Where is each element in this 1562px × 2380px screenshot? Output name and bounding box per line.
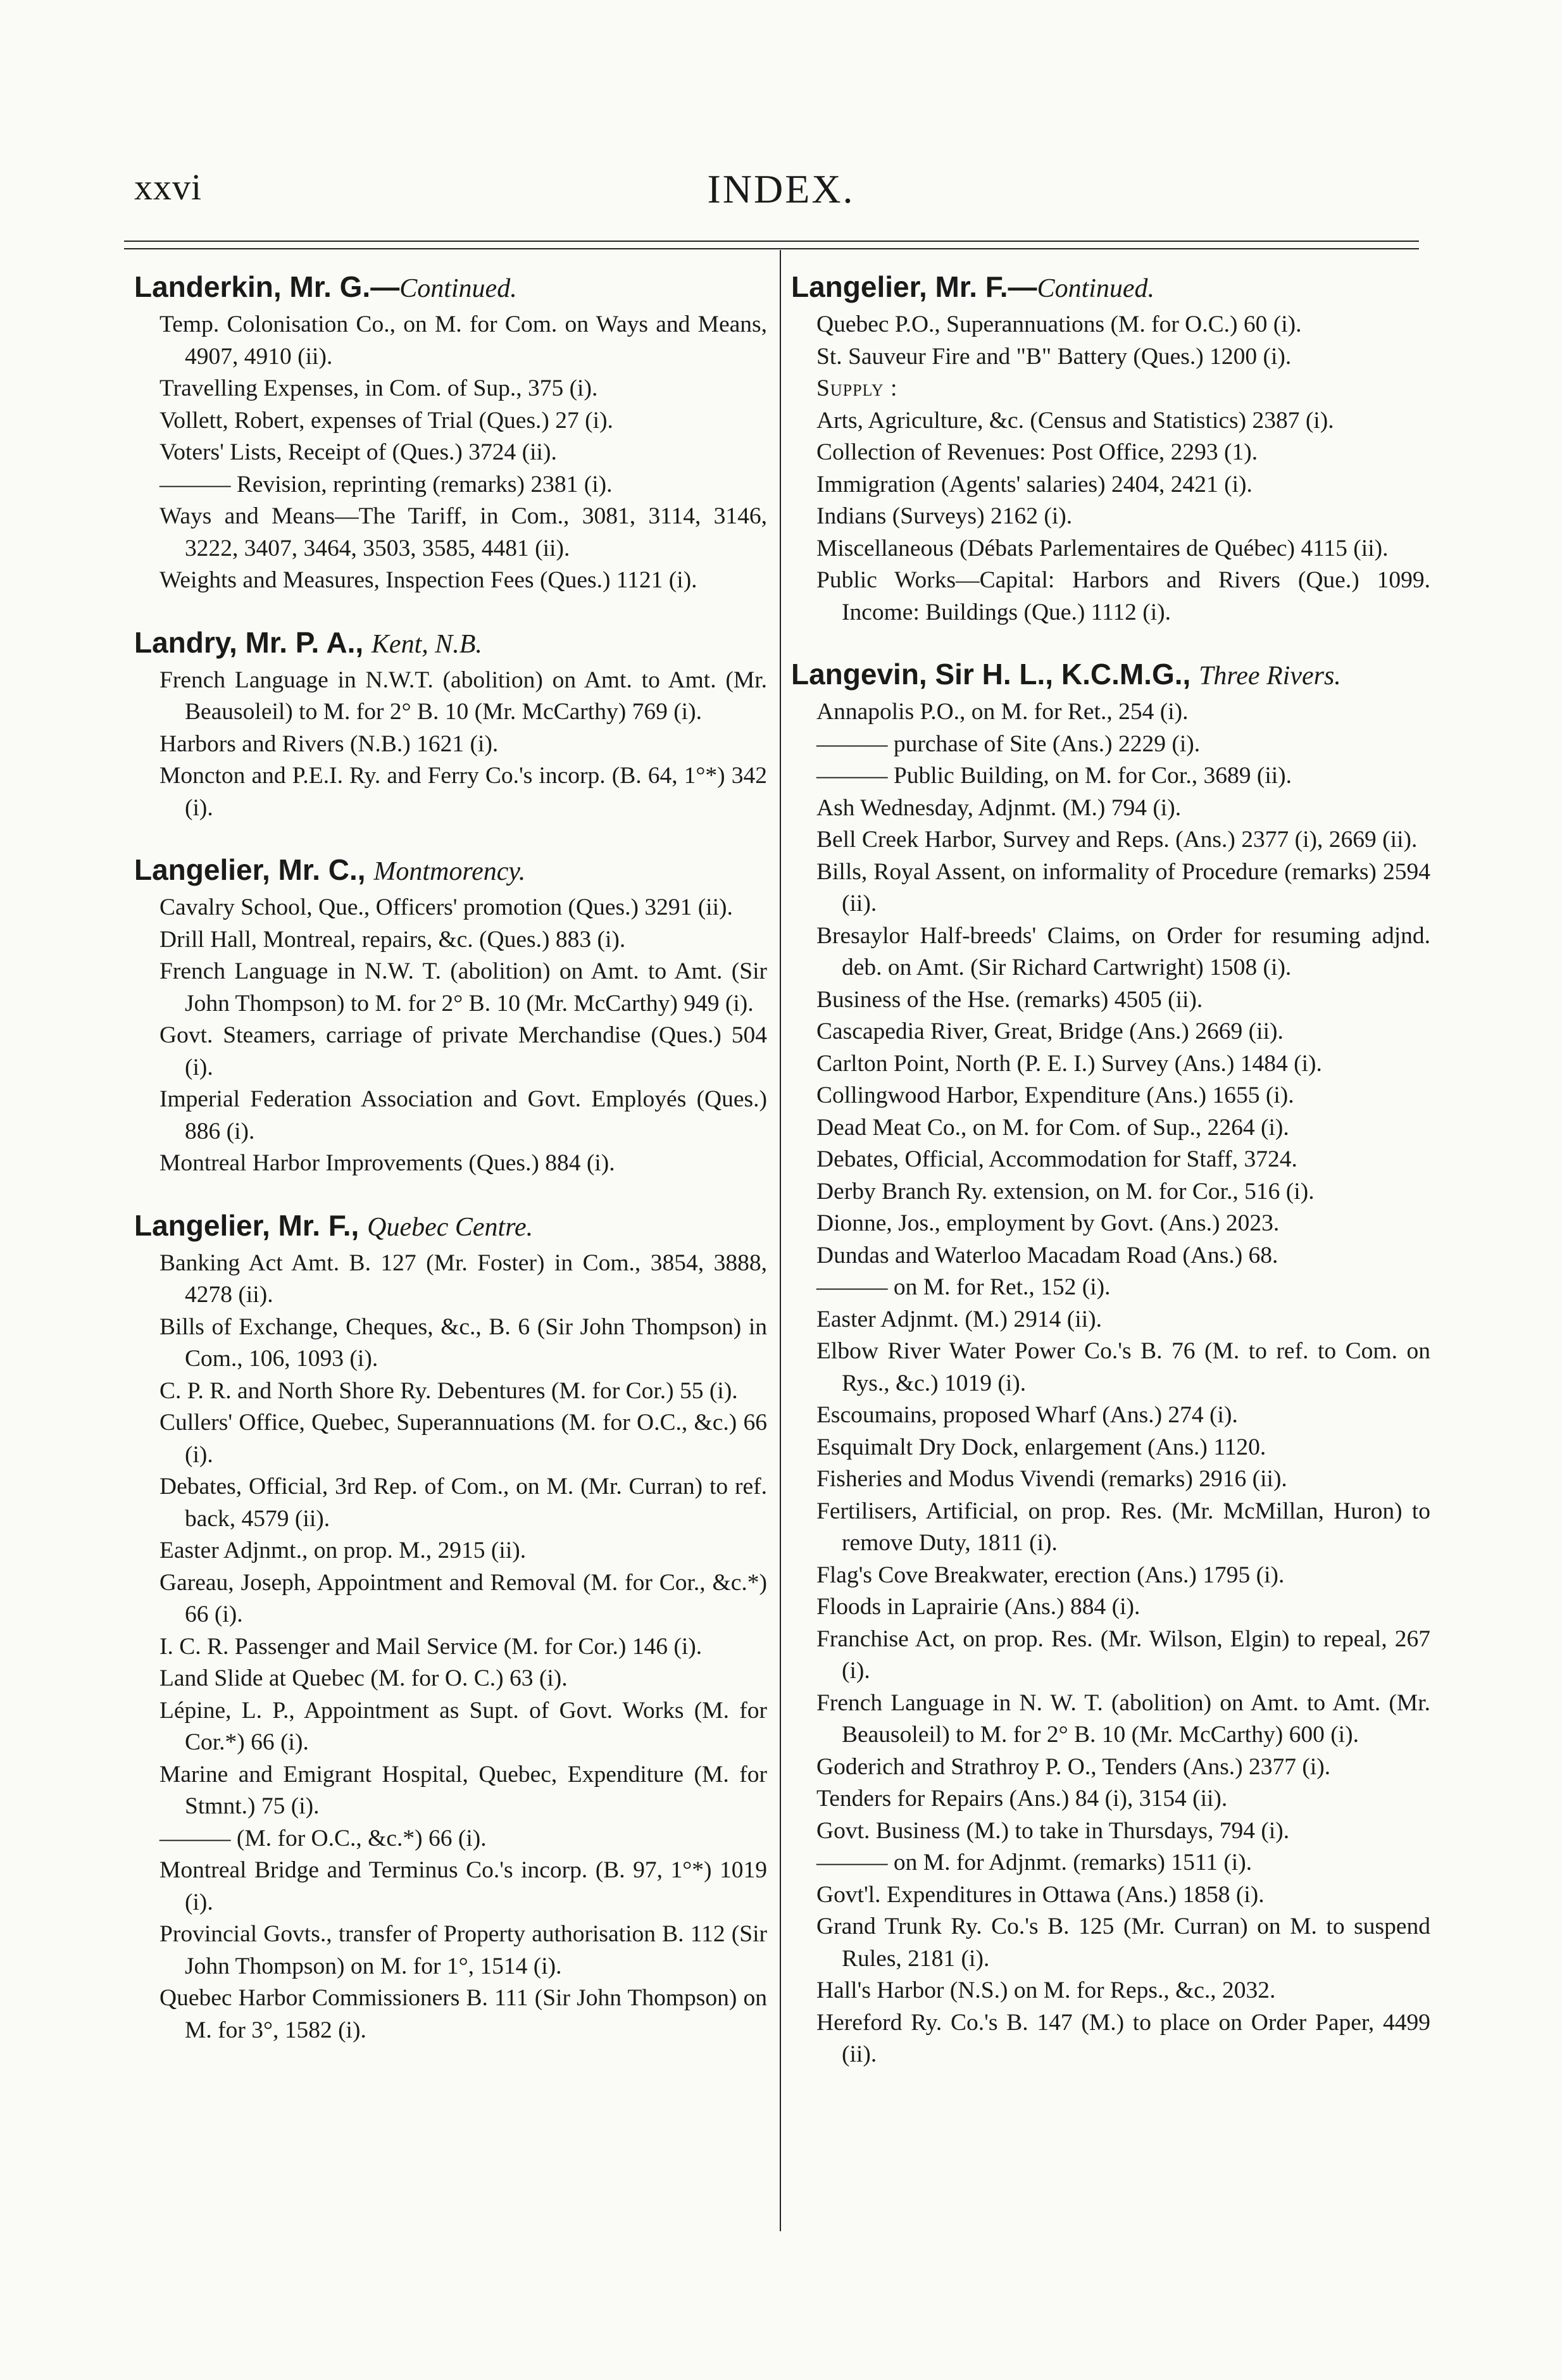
index-entry: Franchise Act, on prop. Res. (Mr. Wilson, Elgin) to repeal, 267 (i).	[816, 1625, 1430, 1684]
header-rule-top	[124, 241, 1419, 242]
index-heading	[134, 625, 767, 662]
index-entry: Land Slide at Quebec (M. for O. C.) 63 (i).	[159, 1665, 568, 1691]
index-entry: Bell Creek Harbor, Survey and Reps. (Ans.) 2377 (i), 2669 (ii).	[816, 827, 1418, 853]
index-block	[134, 1208, 767, 2047]
index-entry: Ash Wednesday, Adjnmt. (M.) 794 (i).	[816, 794, 1182, 821]
index-entry: Dundas and Waterloo Macadam Road (Ans.) 68.	[816, 1242, 1278, 1268]
index-entry: Bills of Exchange, Cheques, &c., B. 6 (Sir John Thompson) in Com., 106, 1093 (i).	[159, 1313, 767, 1372]
index-entry: ——— Public Building, on M. for Cor., 3689 (ii).	[816, 763, 1292, 789]
index-heading	[134, 852, 767, 889]
index-entry: Hereford Ry. Co.'s B. 147 (M.) to place on Order Paper, 4499 (ii).	[816, 2009, 1430, 2067]
index-entry: French Language in N.W. T. (abolition) on Amt. to Amt. (Sir John Thompson) to M. for 2° B. 10 (Mr. McCarthy) 949 (i).	[159, 958, 767, 1017]
index-entry: Goderich and Strathroy P. O., Tenders (Ans.) 2377 (i).	[816, 1753, 1331, 1780]
index-entry: Lépine, L. P., Appointment as Supt. of Govt. Works (M. for Cor.*) 66 (i).	[159, 1697, 767, 1755]
running-title: INDEX.	[707, 166, 855, 211]
index-entry: French Language in N.W.T. (abolition) on Amt. to Amt. (Mr. Beausoleil) to M. for 2° B. 10 (Mr. McCarthy) 769 (i).	[159, 667, 767, 725]
index-entry: Cavalry School, Que., Officers' promotion (Ques.) 3291 (ii).	[159, 894, 733, 920]
index-entry: Immigration (Agents' salaries) 2404, 2421 (i).	[816, 471, 1253, 498]
index-heading	[791, 656, 1430, 694]
index-block	[134, 625, 767, 825]
index-entry: Govt. Steamers, carriage of private Merchandise (Ques.) 504 (i).	[159, 1022, 767, 1080]
index-entry: Escoumains, proposed Wharf (Ans.) 274 (i).	[816, 1402, 1238, 1428]
index-entry: Govt'l. Expenditures in Ottawa (Ans.) 1858 (i).	[816, 1881, 1265, 1908]
heading-note: Three Rivers.	[1199, 661, 1341, 691]
index-entry: Cullers' Office, Quebec, Superannuations (M. for O.C., &c.) 66 (i).	[159, 1410, 767, 1468]
right-column	[791, 269, 1430, 2099]
column-divider	[780, 250, 781, 2231]
index-entry: Provincial Govts., transfer of Property authorisation B. 112 (Sir John Thompson) on M. for 1°, 1514 (i).	[159, 1921, 767, 1979]
index-entry: Travelling Expenses, in Com. of Sup., 375 (i).	[159, 375, 598, 401]
left-column	[134, 269, 767, 2074]
index-entry: Ways and Means—The Tariff, in Com., 3081, 3114, 3146, 3222, 3407, 3464, 3503, 3585, 4481 (ii).	[159, 503, 767, 561]
heading-note: Quebec Centre.	[367, 1212, 534, 1242]
index-entry: Arts, Agriculture, &c. (Census and Statistics) 2387 (i).	[816, 407, 1334, 434]
index-entry: Dionne, Jos., employment by Govt. (Ans.) 2023.	[816, 1210, 1280, 1236]
index-entry: Bresaylor Half-breeds' Claims, on Order for resuming adjnd. deb. on Amt. (Sir Richard Cartwright) 1508 (i).	[816, 922, 1430, 980]
index-entry: Business of the Hse. (remarks) 4505 (ii).	[816, 986, 1203, 1013]
index-entry: Bills, Royal Assent, on informality of Procedure (remarks) 2594 (ii).	[816, 858, 1430, 917]
index-heading	[134, 1208, 767, 1245]
heading-name: Langelier, Mr. C.,	[134, 853, 374, 886]
index-entry: Vollett, Robert, expenses of Trial (Ques.) 27 (i).	[159, 407, 613, 434]
index-entry: Annapolis P.O., on M. for Ret., 254 (i).	[816, 699, 1189, 725]
index-entry: Drill Hall, Montreal, repairs, &c. (Ques.) 883 (i).	[159, 926, 626, 953]
index-entry: St. Sauveur Fire and "B" Battery (Ques.) 1200 (i).	[816, 343, 1292, 370]
index-entry: Marine and Emigrant Hospital, Quebec, Expenditure (M. for Stmnt.) 75 (i).	[159, 1761, 767, 1819]
index-entry: Montreal Bridge and Terminus Co.'s incorp. (B. 97, 1°*) 1019 (i).	[159, 1857, 767, 1915]
index-entry: Debates, Official, Accommodation for Staff, 3724.	[816, 1146, 1297, 1172]
index-entry: Easter Adjnmt., on prop. M., 2915 (ii).	[159, 1538, 527, 1563]
index-entry: Derby Branch Ry. extension, on M. for Cor., 516 (i).	[816, 1178, 1315, 1205]
heading-note: Kent, N.B.	[371, 629, 482, 659]
index-entry: Esquimalt Dry Dock, enlargement (Ans.) 1120.	[816, 1434, 1266, 1460]
heading-name: Langelier, Mr. F.,	[134, 1208, 368, 1242]
index-entry: Fertilisers, Artificial, on prop. Res. (Mr. McMillan, Huron) to remove Duty, 1811 (i).	[816, 1498, 1430, 1556]
index-entry: Imperial Federation Association and Govt. Employés (Ques.) 886 (i).	[159, 1086, 767, 1144]
index-entry: Gareau, Joseph, Appointment and Removal (M. for Cor., &c.*) 66 (i).	[159, 1569, 767, 1627]
index-entry: Fisheries and Modus Vivendi (remarks) 2916 (ii).	[816, 1466, 1287, 1492]
index-entry: Miscellaneous (Débats Parlementaires de Québec) 4115 (ii).	[816, 535, 1389, 561]
header-rule-bottom	[124, 248, 1419, 249]
heading-name: Landry, Mr. P. A.,	[134, 625, 372, 659]
index-entry: Hall's Harbor (N.S.) on M. for Reps., &c., 2032.	[816, 1977, 1276, 2003]
index-block	[791, 656, 1430, 2071]
index-entry: Harbors and Rivers (N.B.) 1621 (i).	[159, 730, 499, 757]
index-entry: Easter Adjnmt. (M.) 2914 (ii).	[816, 1306, 1102, 1332]
index-entry: Govt. Business (M.) to take in Thursdays, 794 (i).	[816, 1817, 1290, 1844]
index-block	[791, 269, 1430, 629]
index-entry: Temp. Colonisation Co., on M. for Com. on Ways and Means, 4907, 4910 (ii).	[159, 311, 767, 370]
page-number: xxvi	[134, 166, 203, 208]
index-entry: Banking Act Amt. B. 127 (Mr. Foster) in Com., 3854, 3888, 4278 (ii).	[159, 1250, 767, 1308]
index-entry: Supply :	[816, 375, 898, 401]
index-entry: ——— (M. for O.C., &c.*) 66 (i).	[159, 1825, 487, 1851]
index-entry: Collection of Revenues: Post Office, 2293 (1).	[816, 439, 1258, 465]
index-entry: Flag's Cove Breakwater, erection (Ans.) 1795 (i).	[816, 1562, 1285, 1588]
index-entry: Cascapedia River, Great, Bridge (Ans.) 2669 (ii).	[816, 1018, 1284, 1044]
index-heading	[134, 269, 767, 306]
index-entry: Voters' Lists, Receipt of (Ques.) 3724 (ii).	[159, 439, 557, 465]
index-entry: Indians (Surveys) 2162 (i).	[816, 503, 1073, 529]
index-entry: Grand Trunk Ry. Co.'s B. 125 (Mr. Curran) on M. to suspend Rules, 2181 (i).	[816, 1913, 1430, 1972]
index-entry: Dead Meat Co., on M. for Com. of Sup., 2264 (i).	[816, 1114, 1289, 1141]
index-entry: ——— purchase of Site (Ans.) 2229 (i).	[816, 730, 1201, 757]
index-entry: Elbow River Water Power Co.'s B. 76 (M. to ref. to Com. on Rys., &c.) 1019 (i).	[816, 1338, 1430, 1396]
index-entry: Weights and Measures, Inspection Fees (Ques.) 1121 (i).	[159, 567, 697, 593]
index-entry: Carlton Point, North (P. E. I.) Survey (Ans.) 1484 (i).	[816, 1050, 1322, 1077]
index-entry: I. C. R. Passenger and Mail Service (M. for Cor.) 146 (i).	[159, 1633, 703, 1660]
index-entry: ——— Revision, reprinting (remarks) 2381 (i).	[159, 471, 613, 498]
index-entry: Debates, Official, 3rd Rep. of Com., on M. (Mr. Curran) to ref. back, 4579 (ii).	[159, 1474, 767, 1532]
heading-name: Landerkin, Mr. G.—	[134, 270, 400, 303]
index-block	[134, 852, 767, 1180]
index-entry: ——— on M. for Ret., 152 (i).	[816, 1274, 1111, 1300]
index-entry: Quebec Harbor Commissioners B. 111 (Sir John Thompson) on M. for 3°, 1582 (i).	[159, 1985, 767, 2043]
index-heading	[791, 269, 1430, 306]
index-entry: Public Works—Capital: Harbors and Rivers (Que.) 1099. Income: Buildings (Que.) 1112 (i).	[816, 567, 1430, 625]
heading-name: Langevin, Sir H. L., K.C.M.G.,	[791, 658, 1199, 691]
index-entry: C. P. R. and North Shore Ry. Debentures (M. for Cor.) 55 (i).	[159, 1377, 738, 1404]
heading-note: Continued.	[399, 274, 517, 303]
index-entry: Collingwood Harbor, Expenditure (Ans.) 1655 (i).	[816, 1082, 1294, 1108]
heading-note: Montmorency.	[373, 857, 526, 886]
index-entry: ——— on M. for Adjnmt. (remarks) 1511 (i).	[816, 1850, 1253, 1876]
index-entry: Moncton and P.E.I. Ry. and Ferry Co.'s incorp. (B. 64, 1°*) 342 (i).	[159, 763, 767, 821]
index-entry: Montreal Harbor Improvements (Ques.) 884 (i).	[159, 1150, 615, 1176]
page-header	[0, 166, 1562, 223]
index-block	[134, 269, 767, 597]
heading-name: Langelier, Mr. F.—	[791, 270, 1037, 303]
index-entry: Tenders for Repairs (Ans.) 84 (i), 3154 (ii).	[816, 1786, 1228, 1812]
index-entry: French Language in N. W. T. (abolition) on Amt. to Amt. (Mr. Beausoleil) to M. for 2° B. 10 (Mr. McCarthy) 600 (i).	[816, 1689, 1430, 1748]
heading-note: Continued.	[1037, 274, 1155, 303]
index-entry: Quebec P.O., Superannuations (M. for O.C.) 60 (i).	[816, 311, 1302, 337]
index-entry: Floods in Laprairie (Ans.) 884 (i).	[816, 1594, 1140, 1620]
